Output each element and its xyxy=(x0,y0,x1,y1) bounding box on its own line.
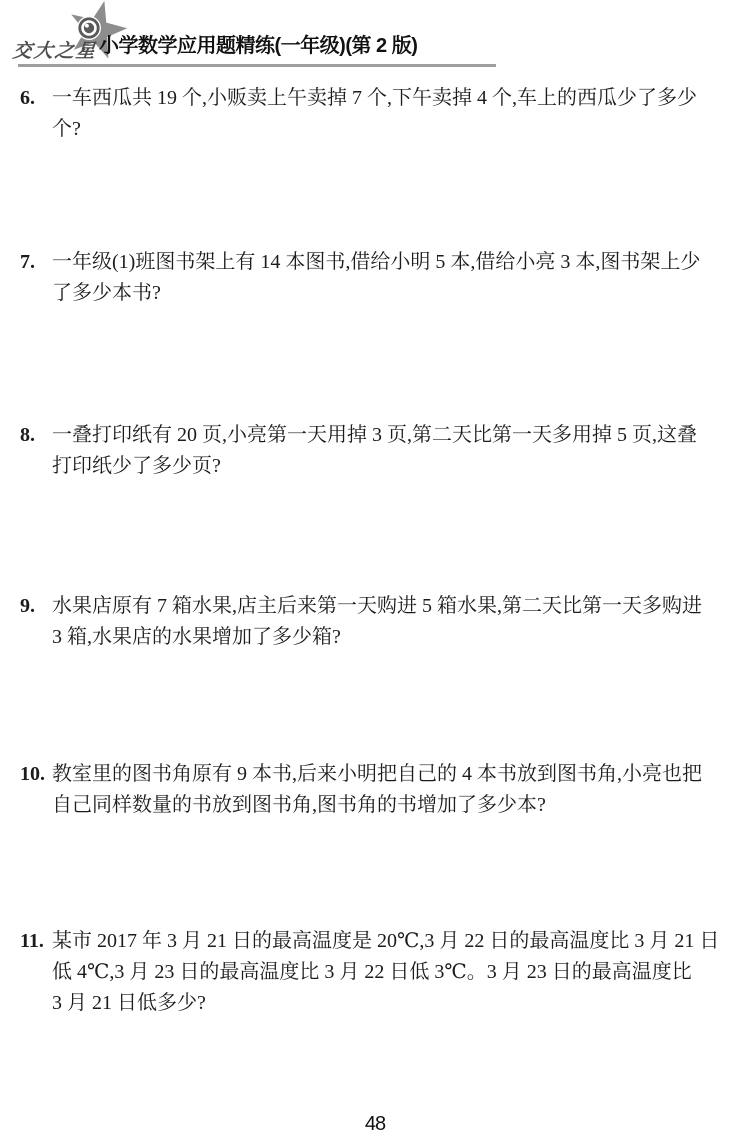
question-text: 某市 2017 年 3 月 21 日的最高温度是 20℃,3 月 22 日的最高温度比 3 月 21 日 xyxy=(52,930,720,952)
question-item-7 xyxy=(20,247,742,309)
page-title: 小学数学应用题精练(一年级)(第 2 版) xyxy=(99,35,418,57)
page-number: 48 xyxy=(364,1113,386,1135)
question-number: 8. xyxy=(20,424,35,446)
question-item-11 xyxy=(20,926,742,1019)
question-text: 低 4℃,3 月 23 日的最高温度比 3 月 22 日低 3℃。3 月 23 日的最高温度比 xyxy=(52,961,692,983)
question-item-9 xyxy=(20,591,742,653)
question-text: 打印纸少了多少页? xyxy=(52,455,221,477)
question-text: 水果店原有 7 箱水果,店主后来第一天购进 5 箱水果,第二天比第一天多购进 xyxy=(52,595,702,617)
question-text: 3 箱,水果店的水果增加了多少箱? xyxy=(52,626,341,648)
question-number: 7. xyxy=(20,251,35,273)
question-text: 3 月 21 日低多少? xyxy=(52,992,206,1014)
question-text: 自己同样数量的书放到图书角,图书角的书增加了多少本? xyxy=(52,794,546,816)
question-text: 一年级(1)班图书架上有 14 本图书,借给小明 5 本,借给小亮 3 本,图书架上少 xyxy=(52,251,701,273)
question-text: 一叠打印纸有 20 页,小亮第一天用掉 3 页,第二天比第一天多用掉 5 页,这叠 xyxy=(52,424,697,446)
question-item-6 xyxy=(20,83,742,145)
question-text: 教室里的图书角原有 9 本书,后来小明把自己的 4 本书放到图书角,小亮也把 xyxy=(52,763,702,785)
question-number: 6. xyxy=(20,87,35,109)
question-text: 个? xyxy=(52,118,81,140)
question-item-8 xyxy=(20,420,742,482)
header-divider xyxy=(18,64,496,67)
question-number: 9. xyxy=(20,595,35,617)
question-item-10 xyxy=(20,759,742,821)
question-text: 了多少本书? xyxy=(52,282,161,304)
question-text: 一车西瓜共 19 个,小贩卖上午卖掉 7 个,下午卖掉 4 个,车上的西瓜少了多少 xyxy=(52,87,697,109)
question-number: 10. xyxy=(20,763,45,785)
question-number: 11. xyxy=(20,930,44,952)
brand-name: 交大之星 xyxy=(11,41,98,62)
